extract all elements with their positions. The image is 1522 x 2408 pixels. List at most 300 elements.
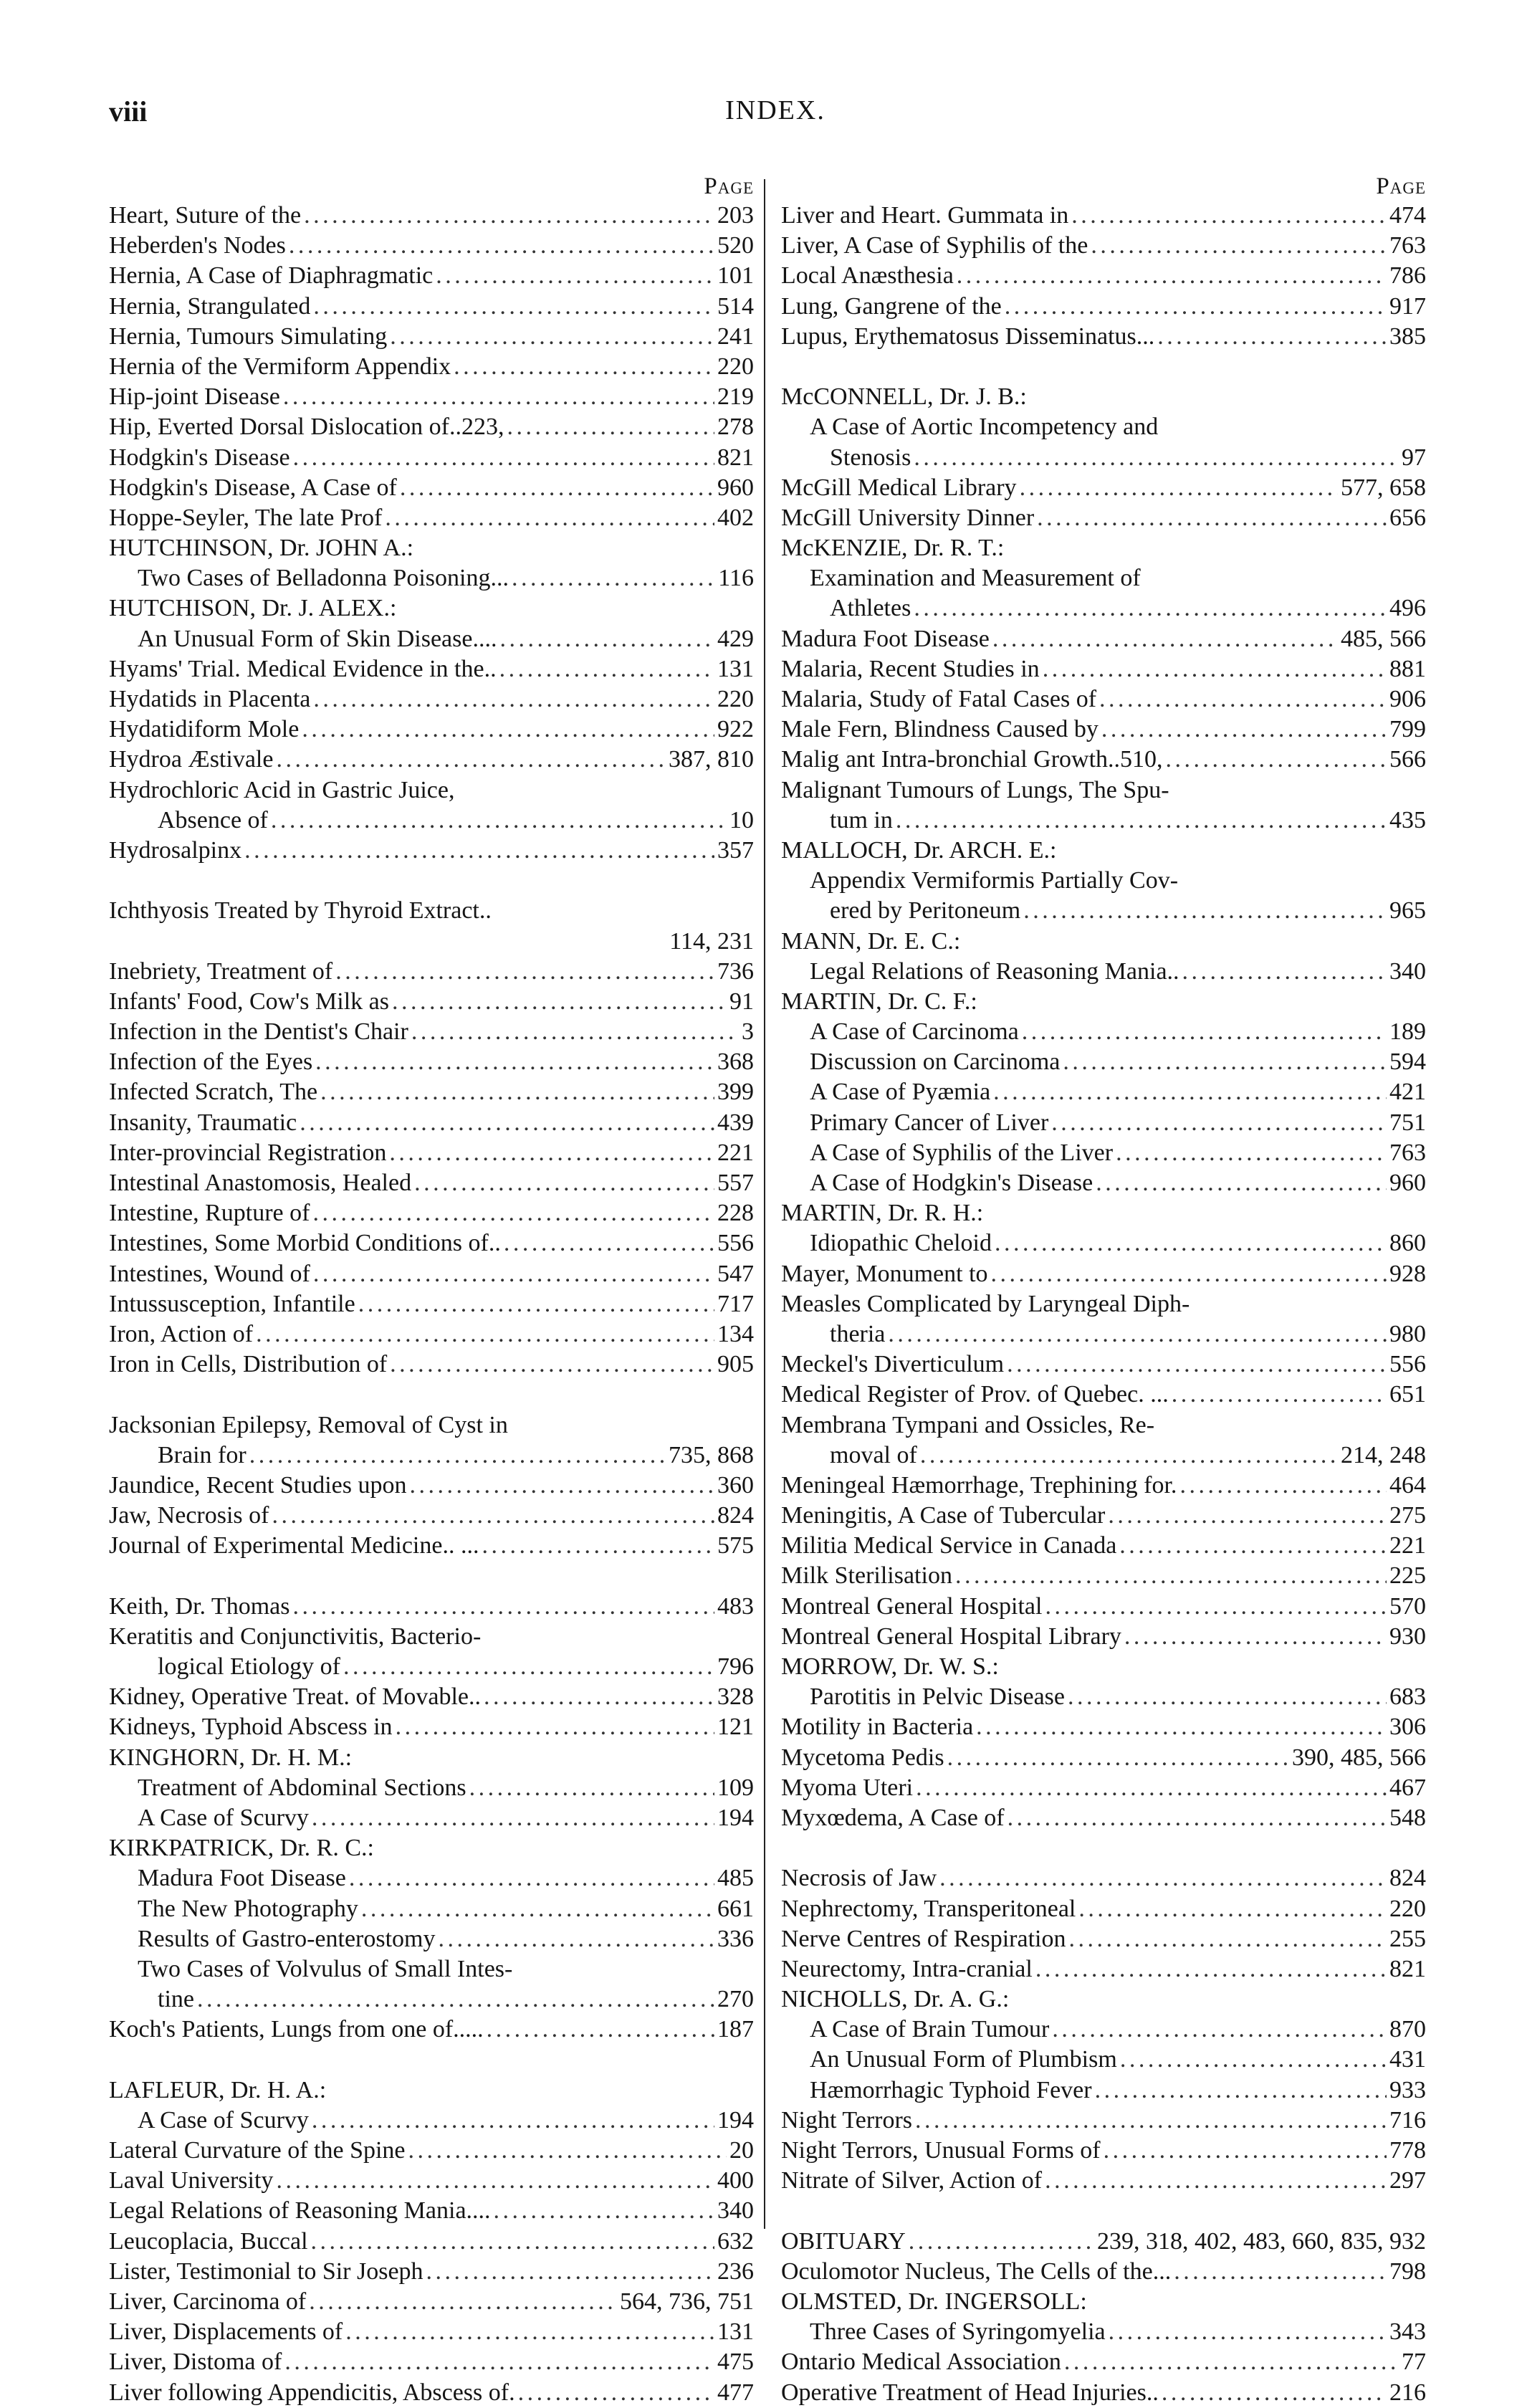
index-entry bbox=[781, 2015, 1426, 2045]
dot-leader bbox=[320, 1077, 714, 1107]
entry-label: Malaria, Study of Fatal Cases of bbox=[781, 686, 1097, 712]
entry-label: Hydrosalpinx bbox=[109, 836, 242, 864]
dot-leader bbox=[1172, 1380, 1387, 1410]
entry-page-ref: 20 bbox=[729, 2137, 754, 2164]
entry-label: Montreal General Hospital Library bbox=[781, 1623, 1121, 1650]
index-entry bbox=[109, 1410, 754, 1440]
index-entry bbox=[109, 1954, 754, 1984]
index-entry bbox=[109, 1047, 754, 1077]
dot-leader bbox=[1045, 1592, 1387, 1622]
dot-leader bbox=[1008, 1803, 1387, 1833]
index-entry-list bbox=[781, 201, 1426, 2408]
entry-page-ref: 3 bbox=[742, 1018, 754, 1046]
entry-label: McCONNELL, Dr. J. B.: bbox=[781, 383, 1027, 411]
entry-label: Athletes bbox=[830, 595, 911, 622]
entry-page-ref: 131 bbox=[717, 2318, 754, 2346]
index-entry bbox=[109, 533, 754, 563]
page-number: viii bbox=[109, 95, 148, 128]
entry-label: Results of Gastro-enterostomy bbox=[138, 1925, 436, 1952]
index-entry bbox=[109, 1833, 754, 1863]
dot-leader bbox=[499, 624, 714, 654]
entry-label: theria bbox=[830, 1320, 886, 1347]
entry-label: Nephrectomy, Transperitoneal bbox=[781, 1895, 1076, 1922]
dot-leader bbox=[1051, 1108, 1387, 1138]
index-entry bbox=[781, 231, 1426, 261]
entry-page-ref: 821 bbox=[1389, 1955, 1426, 1982]
entry-page-ref: 960 bbox=[1389, 1170, 1426, 1196]
index-entry bbox=[109, 1894, 754, 1924]
dot-leader bbox=[914, 593, 1387, 624]
index-entry bbox=[109, 2378, 754, 2408]
index-entry bbox=[781, 1863, 1426, 1893]
entry-label: Oculomotor Nucleus, The Cells of the... bbox=[781, 2258, 1172, 2285]
dot-leader bbox=[947, 1743, 1289, 1773]
entry-page-ref: 220 bbox=[717, 353, 754, 380]
entry-page-ref: 928 bbox=[1389, 1260, 1426, 1287]
index-entry bbox=[109, 231, 754, 261]
index-entry bbox=[781, 443, 1426, 473]
index-entry bbox=[781, 715, 1426, 745]
dot-leader bbox=[385, 503, 714, 533]
entry-label: KIRKPATRICK, Dr. R. C.: bbox=[109, 1835, 374, 1862]
dot-leader bbox=[454, 352, 714, 382]
entry-page-ref: 399 bbox=[717, 1079, 754, 1106]
entry-page-ref: 435 bbox=[1389, 806, 1426, 833]
dot-leader bbox=[499, 654, 714, 684]
index-entry bbox=[781, 1319, 1426, 1349]
index-entry bbox=[781, 1954, 1426, 1984]
entry-page-ref: 134 bbox=[717, 1320, 754, 1347]
entry-label: Hodgkin's Disease, A Case of bbox=[109, 474, 397, 501]
entry-page-ref: 870 bbox=[1389, 2016, 1426, 2043]
entry-label: Inebriety, Treatment of bbox=[109, 957, 333, 985]
section-gap bbox=[109, 1561, 754, 1591]
index-entry bbox=[781, 201, 1426, 231]
index-entry bbox=[109, 1077, 754, 1107]
entry-page-ref: 270 bbox=[717, 1986, 754, 2013]
entry-page-ref: 297 bbox=[1389, 2167, 1426, 2194]
entry-label: Keith, Dr. Thomas bbox=[109, 1592, 290, 1620]
index-entry bbox=[109, 1622, 754, 1652]
entry-label: Ichthyosis Treated by Thyroid Extract.. bbox=[109, 897, 492, 924]
entry-page-ref: 357 bbox=[717, 836, 754, 864]
entry-label: Three Cases of Syringomyelia bbox=[810, 2318, 1106, 2346]
entry-label: MORROW, Dr. W. S.: bbox=[781, 1653, 999, 1680]
entry-label: MALLOCH, Dr. ARCH. E.: bbox=[781, 836, 1057, 864]
index-entry bbox=[781, 1773, 1426, 1803]
dot-leader bbox=[1043, 654, 1387, 684]
entry-page-ref: 474 bbox=[1389, 202, 1426, 229]
index-entry bbox=[781, 412, 1426, 442]
entry-label: A Case of Pyæmia bbox=[810, 1079, 991, 1106]
index-entry bbox=[109, 1198, 754, 1228]
entry-page-ref: 778 bbox=[1389, 2137, 1426, 2164]
entry-page-ref: 91 bbox=[729, 988, 754, 1015]
index-entry bbox=[109, 412, 754, 442]
entry-page-ref: 219 bbox=[717, 383, 754, 411]
dot-leader bbox=[1069, 1924, 1387, 1954]
dot-leader bbox=[311, 2227, 714, 2257]
index-entry bbox=[109, 2075, 754, 2106]
entry-label: McKENZIE, Dr. R. T.: bbox=[781, 535, 1005, 562]
entry-label: Malig ant Intra-bronchial Growth..510, bbox=[781, 746, 1163, 773]
entry-label: Infants' Food, Cow's Milk as bbox=[109, 988, 389, 1015]
index-entry bbox=[781, 806, 1426, 836]
dot-leader bbox=[284, 2347, 714, 2377]
index-entry bbox=[781, 927, 1426, 957]
entry-label: moval of bbox=[830, 1441, 917, 1468]
entry-page-ref: 564, 736, 751 bbox=[620, 2288, 754, 2315]
entry-label: Hydatidiform Mole bbox=[109, 716, 300, 743]
entry-page-ref: 306 bbox=[1389, 1714, 1426, 1741]
index-entry bbox=[781, 322, 1426, 352]
entry-page-ref: 514 bbox=[717, 292, 754, 320]
dot-leader bbox=[293, 443, 714, 473]
index-entry bbox=[109, 443, 754, 473]
dot-leader bbox=[309, 2287, 617, 2317]
index-column-right bbox=[781, 172, 1426, 2408]
index-entry bbox=[781, 1228, 1426, 1258]
index-entry bbox=[781, 1531, 1426, 1561]
entry-label: Infection of the Eyes bbox=[109, 1048, 313, 1076]
index-entry bbox=[781, 624, 1426, 654]
index-entry bbox=[781, 896, 1426, 926]
dot-leader bbox=[1101, 715, 1387, 745]
dot-leader bbox=[995, 1228, 1387, 1258]
dot-leader bbox=[1095, 2075, 1387, 2106]
dot-leader bbox=[1116, 1138, 1387, 1168]
entry-label: Inter-provincial Registration bbox=[109, 1139, 387, 1166]
dot-leader bbox=[484, 1682, 714, 1712]
entry-label: tum in bbox=[830, 806, 893, 833]
dot-leader bbox=[991, 1259, 1387, 1289]
entry-page-ref: 496 bbox=[1389, 595, 1426, 622]
dot-leader bbox=[1052, 2015, 1387, 2045]
entry-label: Madura Foot Disease bbox=[138, 1865, 346, 1892]
dot-leader bbox=[1157, 322, 1387, 352]
index-entry bbox=[109, 1168, 754, 1198]
column-divider bbox=[764, 179, 765, 2229]
dot-leader bbox=[400, 473, 714, 503]
index-entry bbox=[109, 1803, 754, 1833]
entry-label: OLMSTED, Dr. INGERSOLL: bbox=[781, 2288, 1087, 2315]
entry-page-ref: 116 bbox=[718, 565, 754, 592]
entry-page-ref: 431 bbox=[1389, 2046, 1426, 2073]
entry-label: Examination and Measurement of bbox=[810, 565, 1141, 592]
entry-page-ref: 225 bbox=[1389, 1562, 1426, 1590]
dot-leader bbox=[392, 987, 727, 1017]
entry-label: LAFLEUR, Dr. H. A.: bbox=[109, 2076, 327, 2103]
dot-leader bbox=[487, 2015, 714, 2045]
entry-label: Legal Relations of Reasoning Mania.. bbox=[810, 957, 1179, 985]
entry-page-ref: 960 bbox=[717, 474, 754, 501]
index-entry bbox=[781, 292, 1426, 322]
index-entry bbox=[781, 1077, 1426, 1107]
index-entry bbox=[781, 1259, 1426, 1289]
dot-leader bbox=[1045, 2166, 1387, 2196]
dot-leader bbox=[518, 2378, 714, 2408]
entry-page-ref: 485, 566 bbox=[1341, 625, 1426, 652]
entry-page-ref: 786 bbox=[1389, 262, 1426, 290]
index-entry bbox=[781, 593, 1426, 624]
entry-page-ref: 221 bbox=[717, 1139, 754, 1166]
entry-label: Brain for bbox=[158, 1441, 247, 1468]
entry-label: Appendix Vermiformis Partially Cov- bbox=[810, 867, 1179, 894]
dot-leader bbox=[507, 412, 714, 442]
entry-page-ref: 101 bbox=[717, 262, 754, 290]
entry-page-ref: 483 bbox=[717, 1592, 754, 1620]
index-entry bbox=[781, 503, 1426, 533]
entry-page-ref: 368 bbox=[717, 1048, 754, 1076]
entry-page-ref: 278 bbox=[717, 414, 754, 441]
entry-label: Iron, Action of bbox=[109, 1320, 254, 1347]
entry-label: Parotitis in Pelvic Disease bbox=[810, 1683, 1066, 1711]
section-gap bbox=[109, 866, 754, 896]
entry-label: Keratitis and Conjunctivitis, Bacterio- bbox=[109, 1623, 482, 1650]
entry-label: An Unusual Form of Skin Disease.... bbox=[138, 625, 497, 652]
dot-leader bbox=[482, 1531, 714, 1561]
dot-leader bbox=[1037, 503, 1387, 533]
index-entry bbox=[109, 1984, 754, 2015]
index-entry bbox=[781, 775, 1426, 806]
entry-page-ref: 965 bbox=[1389, 897, 1426, 924]
dot-leader bbox=[1022, 1017, 1387, 1047]
entry-page-ref: 390, 485, 566 bbox=[1292, 1744, 1426, 1771]
dot-leader bbox=[1091, 231, 1387, 261]
running-title: INDEX. bbox=[725, 95, 825, 125]
index-entry bbox=[781, 1289, 1426, 1319]
entry-label: Liver following Appendicitis, Abscess of. bbox=[109, 2379, 515, 2406]
index-entry bbox=[109, 201, 754, 231]
index-entry bbox=[109, 1319, 754, 1349]
dot-leader bbox=[1064, 2347, 1399, 2377]
entry-page-ref: 255 bbox=[1389, 1925, 1426, 1952]
entry-label: Milk Sterilisation bbox=[781, 1562, 952, 1590]
entry-label: Lateral Curvature of the Spine bbox=[109, 2137, 406, 2164]
index-entry bbox=[109, 2287, 754, 2317]
entry-page-ref: 520 bbox=[717, 232, 754, 259]
dot-leader bbox=[1174, 2257, 1387, 2287]
entry-page-ref: 799 bbox=[1389, 716, 1426, 743]
dot-leader bbox=[335, 957, 714, 987]
entry-label: Liver, Carcinoma of bbox=[109, 2288, 307, 2315]
entry-label: Heberden's Nodes bbox=[109, 232, 286, 259]
dot-leader bbox=[1078, 1894, 1387, 1924]
index-entry bbox=[109, 806, 754, 836]
dot-leader bbox=[272, 1501, 714, 1531]
index-entry bbox=[109, 2227, 754, 2257]
entry-label: Hydroa Æstivale bbox=[109, 746, 274, 773]
index-entry bbox=[109, 1773, 754, 1803]
entry-label: Hoppe-Seyler, The late Prof bbox=[109, 504, 383, 531]
dot-leader bbox=[312, 2106, 714, 2136]
entry-label: Heart, Suture of the bbox=[109, 202, 302, 229]
entry-label: Intestines, Wound of bbox=[109, 1260, 310, 1287]
index-entry bbox=[109, 1682, 754, 1712]
entry-label: logical Etiology of bbox=[158, 1653, 340, 1680]
dot-leader bbox=[197, 1984, 714, 2015]
index-entry bbox=[781, 745, 1426, 775]
entry-label: tine bbox=[158, 1986, 194, 2013]
dot-leader bbox=[439, 1924, 715, 1954]
index-entry bbox=[109, 2015, 754, 2045]
index-entry bbox=[781, 1380, 1426, 1410]
index-entry bbox=[781, 1108, 1426, 1138]
entry-label: Liver, Displacements of bbox=[109, 2318, 343, 2346]
dot-leader bbox=[361, 1894, 714, 1924]
dot-leader bbox=[313, 684, 714, 715]
entry-label: Infected Scratch, The bbox=[109, 1079, 318, 1106]
index-entry bbox=[781, 533, 1426, 563]
entry-label: Neurectomy, Intra-cranial bbox=[781, 1955, 1033, 1982]
entry-label: HUTCHISON, Dr. J. ALEX.: bbox=[109, 595, 397, 622]
index-entry bbox=[109, 2347, 754, 2377]
entry-label: McGill University Dinner bbox=[781, 504, 1035, 531]
dot-leader bbox=[916, 1773, 1387, 1803]
index-entry bbox=[781, 1501, 1426, 1531]
entry-page-ref: 922 bbox=[717, 716, 754, 743]
entry-page-ref: 109 bbox=[717, 1774, 754, 1801]
entry-page-ref: 917 bbox=[1389, 292, 1426, 320]
entry-page-ref: 402 bbox=[717, 504, 754, 531]
index-entry bbox=[109, 503, 754, 533]
index-entry bbox=[781, 1349, 1426, 1380]
dot-leader bbox=[292, 1592, 714, 1622]
entry-page-ref: 275 bbox=[1389, 1502, 1426, 1529]
entry-label: Insanity, Traumatic bbox=[109, 1109, 297, 1136]
entry-page-ref: 239, 318, 402, 483, 660, 835, 932 bbox=[1097, 2227, 1426, 2255]
column-page-heading: Page bbox=[1376, 173, 1426, 199]
index-entry bbox=[109, 1531, 754, 1561]
entry-page-ref: 220 bbox=[1389, 1895, 1426, 1922]
dot-leader bbox=[343, 1652, 714, 1682]
entry-page-ref: 661 bbox=[717, 1895, 754, 1922]
entry-label: Liver and Heart. Gummata in bbox=[781, 202, 1069, 229]
index-entry bbox=[781, 1047, 1426, 1077]
index-entry bbox=[109, 2136, 754, 2166]
dot-leader bbox=[920, 1440, 1338, 1471]
index-entry bbox=[109, 563, 754, 593]
entry-page-ref: 203 bbox=[717, 202, 754, 229]
index-entry bbox=[109, 1501, 754, 1531]
index-entry bbox=[781, 1984, 1426, 2015]
entry-label: Measles Complicated by Laryngeal Diph- bbox=[781, 1290, 1190, 1317]
index-entry bbox=[109, 745, 754, 775]
index-entry bbox=[781, 261, 1426, 291]
entry-page-ref: 467 bbox=[1389, 1774, 1426, 1801]
index-entry bbox=[109, 1471, 754, 1501]
entry-label: Stenosis bbox=[830, 444, 911, 471]
index-entry bbox=[109, 2317, 754, 2347]
entry-label: Motility in Bacteria bbox=[781, 1714, 974, 1741]
index-entry bbox=[109, 896, 754, 926]
index-entry bbox=[781, 2347, 1426, 2377]
entry-page-ref: 194 bbox=[717, 1804, 754, 1831]
entry-page-ref: 121 bbox=[717, 1714, 754, 1741]
index-entry bbox=[109, 1652, 754, 1682]
dot-leader bbox=[1119, 1531, 1387, 1561]
dot-leader bbox=[512, 563, 715, 593]
index-entry bbox=[109, 593, 754, 624]
entry-page-ref: 336 bbox=[717, 1925, 754, 1952]
section-gap bbox=[109, 1380, 754, 1410]
index-entry bbox=[109, 322, 754, 352]
dot-leader bbox=[992, 624, 1338, 654]
entry-page-ref: 821 bbox=[717, 444, 754, 471]
index-entry bbox=[781, 866, 1426, 896]
index-entry-list bbox=[109, 201, 754, 2408]
entry-page-ref: 824 bbox=[1389, 1865, 1426, 1892]
dot-leader bbox=[1007, 1349, 1387, 1380]
dot-leader bbox=[1071, 201, 1387, 231]
entry-label: Infection in the Dentist's Chair bbox=[109, 1018, 408, 1046]
entry-page-ref: 557 bbox=[717, 1170, 754, 1196]
dot-leader bbox=[504, 1228, 714, 1258]
dot-leader bbox=[249, 1440, 666, 1471]
dot-leader bbox=[993, 1077, 1387, 1107]
entry-label: Nitrate of Silver, Action of bbox=[781, 2167, 1043, 2194]
entry-label: Male Fern, Blindness Caused by bbox=[781, 716, 1099, 743]
index-entry bbox=[781, 1712, 1426, 1742]
entry-page-ref: 131 bbox=[717, 655, 754, 682]
entry-label: Night Terrors bbox=[781, 2106, 913, 2134]
index-entry bbox=[109, 715, 754, 745]
dot-leader bbox=[914, 443, 1399, 473]
entry-label: Lupus, Erythematosus Disseminatus... bbox=[781, 322, 1155, 350]
index-entry bbox=[781, 563, 1426, 593]
entry-page-ref: 717 bbox=[717, 1290, 754, 1317]
index-entry bbox=[109, 2196, 754, 2226]
index-entry bbox=[109, 1228, 754, 1258]
index-entry bbox=[781, 1440, 1426, 1471]
entry-label: A Case of Scurvy bbox=[138, 1804, 309, 1831]
entry-label: Local Anæsthesia bbox=[781, 262, 954, 290]
dot-leader bbox=[1109, 2317, 1387, 2347]
index-entry bbox=[109, 836, 754, 866]
entry-page-ref: 763 bbox=[1389, 232, 1426, 259]
entry-page-ref: 763 bbox=[1389, 1139, 1426, 1166]
entry-label: Two Cases of Volvulus of Small Intes- bbox=[138, 1955, 513, 1982]
entry-page-ref: 570 bbox=[1389, 1592, 1426, 1620]
entry-label: Hodgkin's Disease bbox=[109, 444, 290, 471]
entry-page-ref: 716 bbox=[1389, 2106, 1426, 2134]
entry-page-ref: 905 bbox=[717, 1351, 754, 1378]
dot-leader bbox=[312, 1803, 714, 1833]
dot-leader bbox=[1099, 684, 1387, 715]
index-entry bbox=[781, 2378, 1426, 2408]
entry-label: Hernia, Strangulated bbox=[109, 292, 311, 320]
entry-page-ref: 796 bbox=[717, 1653, 754, 1680]
index-entry bbox=[781, 2045, 1426, 2075]
dot-leader bbox=[313, 292, 714, 322]
entry-label: MARTIN, Dr. R. H.: bbox=[781, 1200, 984, 1227]
entry-page-ref: 824 bbox=[717, 1502, 754, 1529]
index-entry bbox=[109, 261, 754, 291]
entry-label: Primary Cancer of Liver bbox=[810, 1109, 1049, 1136]
entry-page-ref: 429 bbox=[717, 625, 754, 652]
index-entry bbox=[781, 1138, 1426, 1168]
index-entry bbox=[109, 957, 754, 987]
entry-label: Discussion on Carcinoma bbox=[810, 1048, 1061, 1076]
dot-leader bbox=[345, 2317, 714, 2347]
entry-label: A Case of Brain Tumour bbox=[810, 2016, 1050, 2043]
entry-page-ref: 798 bbox=[1389, 2258, 1426, 2285]
entry-label: Myoma Uteri bbox=[781, 1774, 914, 1801]
index-entry bbox=[109, 2257, 754, 2287]
entry-label: Hernia, A Case of Diaphragmatic bbox=[109, 262, 434, 290]
entry-label: Mycetoma Pedis bbox=[781, 1744, 944, 1771]
index-entry bbox=[781, 1198, 1426, 1228]
